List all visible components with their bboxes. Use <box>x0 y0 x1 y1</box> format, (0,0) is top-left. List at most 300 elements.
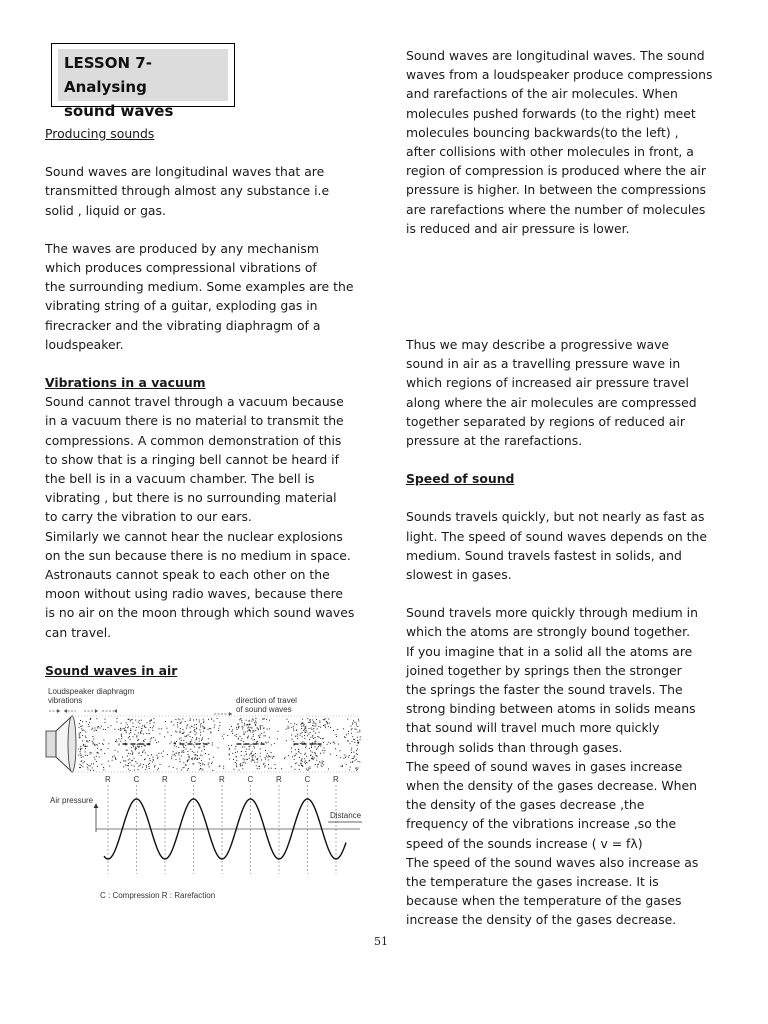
air-particle <box>328 742 329 743</box>
air-particle <box>188 754 189 755</box>
air-particle <box>304 724 305 725</box>
air-particle <box>130 721 131 722</box>
air-particle <box>115 741 116 742</box>
air-particle <box>297 736 298 737</box>
air-particle <box>186 728 187 729</box>
air-particle <box>85 746 86 747</box>
air-particle <box>128 769 129 770</box>
air-particle <box>80 751 81 752</box>
air-particle <box>182 718 183 719</box>
air-particle <box>150 727 151 728</box>
air-particle <box>264 728 265 729</box>
text-line: transmitted through almost any substance i.e <box>45 183 330 199</box>
text-line: Sound waves are longitudinal waves. The sound <box>406 48 705 63</box>
air-particle <box>352 736 353 737</box>
air-particle <box>195 734 196 735</box>
air-particle <box>83 762 84 763</box>
air-particle <box>345 757 346 758</box>
air-particle <box>241 720 242 721</box>
air-particle <box>129 759 130 760</box>
air-particle <box>256 765 257 766</box>
compression-marker: C <box>304 775 311 784</box>
air-particle <box>173 767 174 768</box>
air-particle <box>144 745 145 746</box>
air-particle <box>138 769 139 770</box>
air-particle <box>255 756 256 757</box>
air-particle <box>254 762 255 763</box>
text-line: that sound will travel much more quickly <box>406 720 660 736</box>
air-particle <box>176 741 177 742</box>
air-particle <box>302 758 303 759</box>
air-particle <box>253 736 254 737</box>
air-particle <box>355 722 356 723</box>
air-particle <box>121 734 122 735</box>
air-particle <box>153 759 154 760</box>
air-particle <box>127 756 128 757</box>
air-particle <box>258 729 259 730</box>
air-particle <box>244 755 245 756</box>
air-particle <box>327 744 328 745</box>
text-line: are rarefactions where the number of molecules <box>406 201 706 217</box>
air-particle <box>93 742 94 743</box>
air-particle <box>144 750 145 751</box>
air-particle <box>311 747 312 748</box>
air-particle <box>229 754 230 755</box>
air-particle <box>312 720 313 721</box>
air-particle <box>146 767 147 768</box>
air-particle <box>184 767 185 768</box>
text-line: slowest in gases. <box>406 567 512 583</box>
air-particle <box>257 768 258 769</box>
air-particle <box>360 739 361 740</box>
air-particle <box>266 719 267 720</box>
air-particle <box>272 758 273 759</box>
air-particle <box>150 723 151 724</box>
air-particle <box>201 740 202 741</box>
air-particle <box>294 759 295 760</box>
air-particle <box>163 751 164 752</box>
air-particle <box>176 746 177 747</box>
air-particle <box>262 718 263 719</box>
air-particle <box>346 764 347 765</box>
air-particle <box>83 744 84 745</box>
text-line: and rarefactions of the air molecules. When <box>406 86 678 102</box>
air-particle <box>255 753 256 754</box>
air-particle <box>243 734 244 735</box>
air-particle <box>268 755 269 756</box>
air-particle <box>128 765 129 766</box>
air-particle <box>202 764 203 765</box>
text-line: along where the air molecules are compressed <box>406 394 697 410</box>
air-particle <box>217 718 218 719</box>
air-particle <box>304 738 305 739</box>
air-particle <box>322 761 323 762</box>
air-particle <box>121 723 122 724</box>
air-particle <box>85 732 86 733</box>
air-particle <box>180 723 181 724</box>
air-particle <box>205 753 206 754</box>
air-particle <box>249 727 250 728</box>
text-line: is no air on the moon through which sound waves <box>45 605 355 621</box>
air-particle <box>194 724 195 725</box>
air-particle <box>322 750 323 751</box>
air-particle <box>183 767 184 768</box>
air-particle <box>268 759 269 760</box>
air-particle <box>247 759 248 760</box>
air-particle <box>127 724 128 725</box>
air-particle <box>301 760 302 761</box>
air-particle <box>193 752 194 753</box>
air-particle <box>196 724 197 725</box>
air-particle <box>210 732 211 733</box>
air-particle <box>97 748 98 749</box>
air-particle <box>108 748 109 749</box>
air-particle <box>93 743 94 744</box>
air-particle <box>251 728 252 729</box>
text-line: Sound waves are longitudinal waves that are <box>45 164 325 180</box>
air-particle <box>138 732 139 733</box>
air-particle <box>336 755 337 756</box>
air-particle <box>89 726 90 727</box>
air-particle <box>78 755 79 756</box>
air-particle <box>351 729 352 730</box>
air-particle <box>171 756 172 757</box>
air-particle <box>302 722 303 723</box>
air-particle <box>116 739 117 740</box>
air-particle <box>296 724 297 725</box>
air-particle <box>313 723 314 724</box>
air-particle <box>235 749 236 750</box>
air-particle <box>281 768 282 769</box>
air-particle <box>93 739 94 740</box>
air-particle <box>203 722 204 723</box>
air-particle <box>78 749 79 750</box>
air-particle <box>359 730 360 731</box>
air-particle <box>194 759 195 760</box>
air-particle <box>307 718 308 719</box>
air-particle <box>297 738 298 739</box>
air-particle <box>130 753 131 754</box>
air-particle <box>264 763 265 764</box>
air-particle <box>159 733 160 734</box>
air-particle <box>200 765 201 766</box>
text-line: to show that is a ringing bell cannot be heard if <box>45 451 339 467</box>
air-particle <box>161 753 162 754</box>
air-particle <box>267 729 268 730</box>
air-particle <box>243 732 244 733</box>
air-particle <box>293 726 294 727</box>
text-line: firecracker and the vibrating diaphragm of a <box>45 317 321 333</box>
air-particle <box>189 756 190 757</box>
text-line: pressure at the rarefactions. <box>406 433 583 449</box>
text-line: speed of the sounds increase ( v = fλ) <box>406 835 643 851</box>
air-particle <box>214 727 215 728</box>
air-particle <box>153 726 154 727</box>
air-particle <box>247 728 248 729</box>
paragraph-intro <box>45 162 375 220</box>
air-particle <box>149 768 150 769</box>
air-particle <box>250 724 251 725</box>
air-particle <box>158 768 159 769</box>
loudspeaker-label: Loudspeaker diaphragm <box>48 687 135 696</box>
sound-wave-figure <box>40 684 370 906</box>
air-particle <box>183 733 184 734</box>
air-particle <box>130 728 131 729</box>
air-particle <box>134 734 135 735</box>
air-particle <box>86 737 87 738</box>
text-line: after collisions with other molecules in front, a <box>406 144 694 160</box>
air-particle <box>314 723 315 724</box>
air-particle <box>285 757 286 758</box>
air-particle <box>271 752 272 753</box>
text-line: strong binding between atoms in solids means <box>406 701 696 717</box>
air-particle <box>95 759 96 760</box>
direction-label-2: of sound waves <box>236 705 292 714</box>
air-particle <box>105 729 106 730</box>
air-particle <box>300 763 301 764</box>
air-particle <box>199 722 200 723</box>
text-line: The waves are produced by any mechanism <box>45 240 319 256</box>
air-particle <box>327 723 328 724</box>
air-particle <box>222 736 223 737</box>
air-particle <box>242 727 243 728</box>
air-particle <box>319 745 320 746</box>
air-particle <box>253 734 254 735</box>
air-particle <box>271 768 272 769</box>
air-particle <box>315 742 316 743</box>
air-particle <box>312 756 313 757</box>
air-particle <box>236 736 237 737</box>
sound-waves-in-air-heading: Sound waves in air <box>45 662 178 678</box>
air-particle <box>88 769 89 770</box>
air-particle <box>118 745 119 746</box>
air-particle <box>79 736 80 737</box>
air-particle <box>296 753 297 754</box>
air-particle <box>234 735 235 736</box>
air-particle <box>251 761 252 762</box>
air-particle <box>182 733 183 734</box>
air-particle <box>323 725 324 726</box>
air-particle <box>359 731 360 732</box>
air-particle <box>236 763 237 764</box>
air-particle <box>356 753 357 754</box>
air-particle <box>352 762 353 763</box>
air-particle <box>212 770 213 771</box>
air-particle <box>80 749 81 750</box>
air-particle <box>295 749 296 750</box>
air-particle <box>313 721 314 722</box>
air-particle <box>249 749 250 750</box>
air-particle <box>177 769 178 770</box>
air-particle <box>94 730 95 731</box>
air-particle <box>253 720 254 721</box>
air-particle <box>154 722 155 723</box>
air-particle <box>258 766 259 767</box>
air-particle <box>178 719 179 720</box>
air-particle <box>298 751 299 752</box>
air-particle <box>199 758 200 759</box>
air-particle <box>194 731 195 732</box>
air-particle <box>260 728 261 729</box>
air-particle <box>356 750 357 751</box>
air-particle <box>147 722 148 723</box>
air-particle <box>338 744 339 745</box>
air-particle <box>128 719 129 720</box>
air-particle <box>351 726 352 727</box>
air-particle <box>157 769 158 770</box>
rarefaction-marker: R <box>162 775 168 784</box>
text-line: Thus we may describe a progressive wave <box>406 337 670 352</box>
air-particle <box>179 759 180 760</box>
air-particle <box>149 745 150 746</box>
air-particle <box>265 750 266 751</box>
air-particle <box>250 753 251 754</box>
air-particle <box>324 719 325 720</box>
air-particle <box>258 743 259 744</box>
air-particle <box>334 742 335 743</box>
air-particle <box>86 721 87 722</box>
air-particle <box>245 732 246 733</box>
rarefaction-marker: R <box>219 775 225 784</box>
air-particle <box>269 737 270 738</box>
air-particle <box>80 755 81 756</box>
air-particle <box>254 731 255 732</box>
air-particle <box>144 725 145 726</box>
air-particle <box>253 740 254 741</box>
air-particle <box>218 747 219 748</box>
air-particle <box>269 728 270 729</box>
air-particle <box>295 736 296 737</box>
air-particle <box>309 722 310 723</box>
air-particle <box>248 724 249 725</box>
air-particle <box>235 762 236 763</box>
air-particle <box>83 730 84 731</box>
air-particle <box>176 732 177 733</box>
air-particle <box>213 721 214 722</box>
air-particles <box>78 718 361 771</box>
air-particle <box>159 728 160 729</box>
air-particle <box>358 768 359 769</box>
air-particle <box>274 743 275 744</box>
air-particle <box>327 722 328 723</box>
air-particle <box>265 757 266 758</box>
air-particle <box>140 733 141 734</box>
air-particle <box>129 736 130 737</box>
air-particle <box>296 763 297 764</box>
air-particle <box>323 719 324 720</box>
text-line: because when the temperature of the gases <box>406 893 682 909</box>
air-particle <box>317 736 318 737</box>
air-particle <box>315 737 316 738</box>
air-particle <box>198 762 199 763</box>
air-particle <box>299 757 300 758</box>
air-particle <box>149 720 150 721</box>
air-particle <box>120 730 121 731</box>
air-particle <box>173 751 174 752</box>
air-particle <box>144 759 145 760</box>
air-particle <box>316 760 317 761</box>
air-particle <box>244 723 245 724</box>
air-particle <box>87 746 88 747</box>
air-particle <box>354 739 355 740</box>
text-line: the bell is in a vacuum chamber. The bell is <box>45 471 315 487</box>
air-particle <box>196 728 197 729</box>
air-particle <box>128 737 129 738</box>
air-particle <box>98 753 99 754</box>
air-particle <box>249 758 250 759</box>
air-particle <box>316 749 317 750</box>
air-particle <box>80 746 81 747</box>
air-particle <box>201 751 202 752</box>
text-line: Astronauts cannot speak to each other on the <box>45 567 330 583</box>
air-particle <box>135 761 136 762</box>
air-particle <box>299 765 300 766</box>
air-particle <box>357 732 358 733</box>
air-particle <box>80 732 81 733</box>
air-particle <box>164 736 165 737</box>
air-particle <box>136 748 137 749</box>
air-particle <box>142 728 143 729</box>
air-particle <box>138 722 139 723</box>
air-particle <box>355 729 356 730</box>
air-particle <box>307 735 308 736</box>
air-particle <box>131 750 132 751</box>
air-particle <box>150 739 151 740</box>
text-line: moon without using radio waves, because there <box>45 586 344 602</box>
air-particle <box>129 733 130 734</box>
air-particle <box>156 742 157 743</box>
air-particle <box>305 727 306 728</box>
air-particle <box>201 768 202 769</box>
air-particle <box>264 718 265 719</box>
air-particle <box>189 757 190 758</box>
text-line: frequency of the vibrations increase ,so the <box>406 816 677 832</box>
air-particle <box>260 735 261 736</box>
air-particle <box>309 760 310 761</box>
air-particle <box>284 758 285 759</box>
air-particle <box>194 746 195 747</box>
air-particle <box>199 769 200 770</box>
air-particle <box>89 722 90 723</box>
air-particle <box>295 755 296 756</box>
air-particle <box>133 736 134 737</box>
air-particle <box>315 733 316 734</box>
air-particle <box>229 749 230 750</box>
air-particle <box>204 746 205 747</box>
air-particle <box>165 721 166 722</box>
air-particle <box>153 760 154 761</box>
air-particle <box>134 758 135 759</box>
air-particle <box>125 765 126 766</box>
air-particle <box>125 730 126 731</box>
air-particle <box>186 765 187 766</box>
air-particle <box>295 763 296 764</box>
air-particle <box>232 729 233 730</box>
air-particle <box>232 753 233 754</box>
air-particle <box>252 732 253 733</box>
air-particle <box>212 742 213 743</box>
air-particle <box>358 720 359 721</box>
air-particle <box>212 745 213 746</box>
air-particle <box>333 730 334 731</box>
air-particle <box>233 759 234 760</box>
air-particle <box>99 743 100 744</box>
air-particle <box>138 727 139 728</box>
air-particle <box>261 742 262 743</box>
air-particle <box>255 721 256 722</box>
air-particle <box>319 720 320 721</box>
air-particle <box>85 751 86 752</box>
